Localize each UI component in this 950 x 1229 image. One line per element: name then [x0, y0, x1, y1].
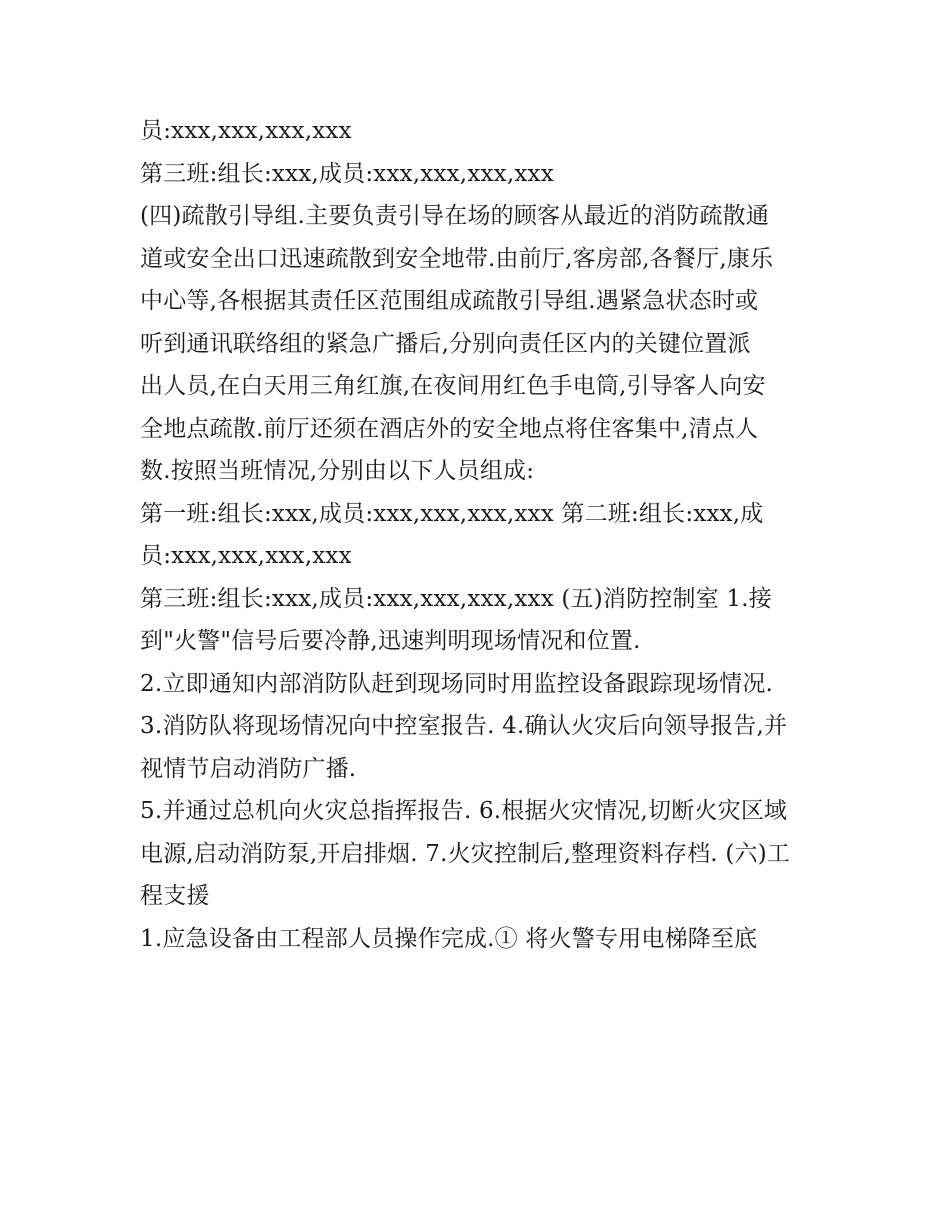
text-line: 听到通讯联络组的紧急广播后,分别向责任区内的关键位置派	[140, 330, 751, 357]
text-line: 道或安全出口迅速疏散到安全地带.由前厅,客房部,各餐厅,康乐	[140, 245, 774, 272]
text-line: 程支援	[140, 883, 210, 909]
text-line: (四)疏散引导组.主要负责引导在场的顾客从最近的消防疏散通	[140, 203, 770, 229]
document-page	[140, 110, 830, 960]
text-line: 第一班:组长:xxx,成员:xxx,xxx,xxx,xxx 第二班:组长:xxx,成	[140, 500, 764, 527]
text-line: 员:xxx,xxx,xxx,xxx	[140, 118, 352, 144]
text-line: 中心等,各根据其责任区范围组成疏散引导组.遇紧急状态时或	[140, 288, 759, 314]
text-line: 视情节启动消防广播.	[140, 755, 357, 782]
text-line: 1.应急设备由工程部人员操作完成.① 将火警专用电梯降至底	[140, 925, 758, 952]
text-line: 数.按照当班情况,分别由以下人员组成:	[140, 458, 535, 484]
text-line: 出人员,在白天用三角红旗,在夜间用红色手电筒,引导客人向安	[140, 373, 766, 399]
text-line: 2.立即通知内部消防队赶到现场同时用监控设备跟踪现场情况.	[140, 670, 774, 697]
text-line: 5.并通过总机向火灾总指挥报告. 6.根据火灾情况,切断火灾区域	[140, 798, 788, 824]
text-line: 3.消防队将现场情况向中控室报告. 4.确认火灾后向领导报告,并	[140, 713, 788, 739]
text-line: 全地点疏散.前厅还须在酒店外的安全地点将住客集中,清点人	[140, 415, 759, 442]
text-line: 第三班:组长:xxx,成员:xxx,xxx,xxx,xxx (五)消防控制室 1.接	[140, 585, 772, 612]
text-line: 电源,启动消防泵,开启排烟. 7.火灾控制后,整理资料存档. (六)工	[140, 840, 791, 867]
text-line: 员:xxx,xxx,xxx,xxx	[140, 543, 352, 569]
text-line: 第三班:组长:xxx,成员:xxx,xxx,xxx,xxx	[140, 160, 554, 187]
text-line: 到"火警"信号后要冷静,迅速判明现场情况和位置.	[140, 628, 641, 654]
